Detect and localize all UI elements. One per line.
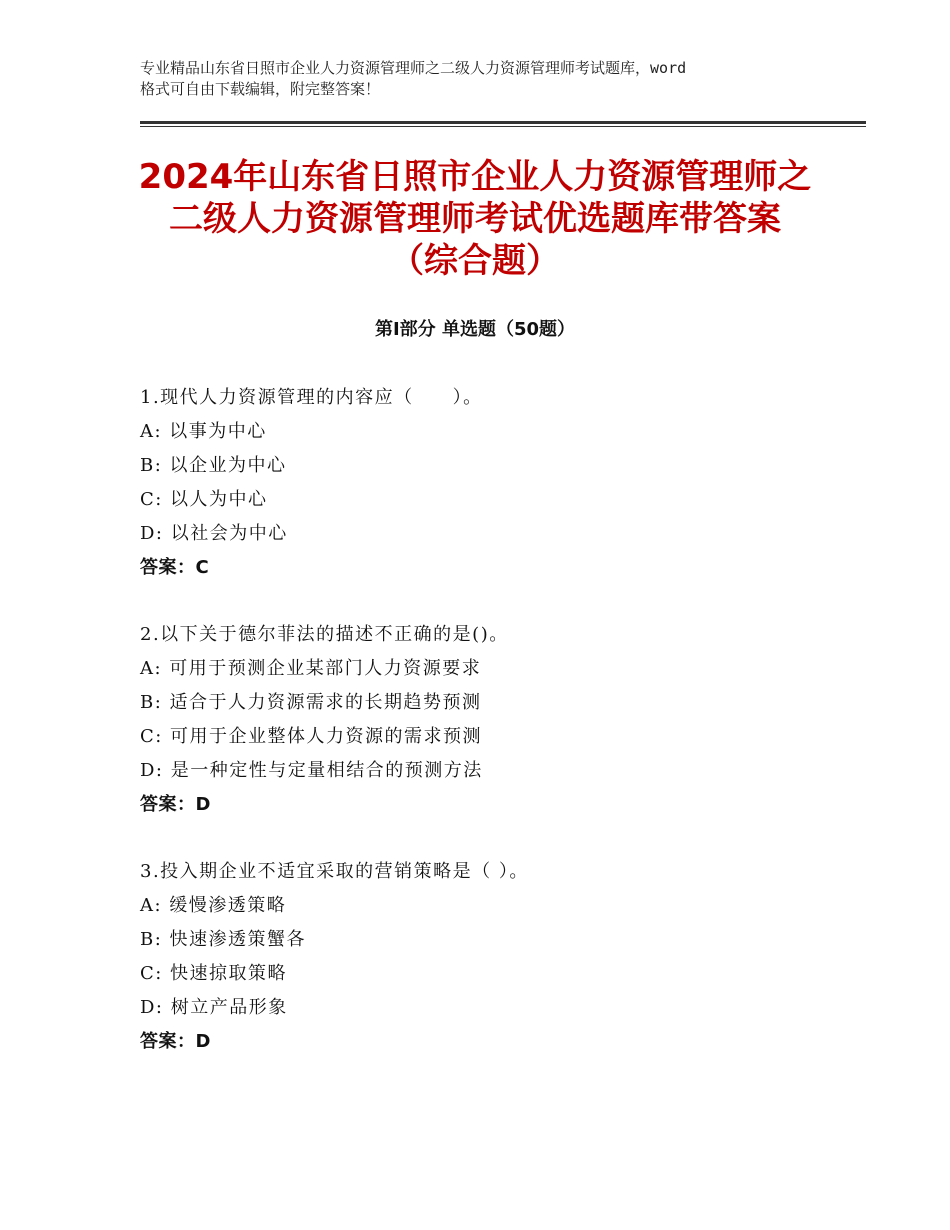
option-a: A: 可用于预测企业某部门人力资源要求: [140, 658, 482, 679]
header-divider-thin: [140, 126, 866, 127]
title-line-2: 二级人力资源管理师考试优选题库带答案: [169, 199, 781, 239]
header-note-line-1: 专业精品山东省日照市企业人力资源管理师之二级人力资源管理师考试题库，word: [140, 59, 687, 77]
answer-label: 答案：C: [140, 557, 210, 578]
question-stem: 2.以下关于德尔菲法的描述不正确的是()。: [140, 624, 509, 645]
option-b: B: 快速渗透策蟹各: [140, 929, 307, 950]
option-d: D: 树立产品形象: [140, 997, 288, 1018]
option-c: C: 可用于企业整体人力资源的需求预测: [140, 726, 483, 747]
option-c: C: 以人为中心: [140, 489, 268, 510]
option-a: A: 缓慢渗透策略: [140, 895, 287, 916]
option-d: D: 以社会为中心: [140, 523, 288, 544]
header-divider-thick: [140, 121, 866, 124]
answer-label: 答案：D: [140, 1031, 211, 1052]
option-c: C: 快速掠取策略: [140, 963, 288, 984]
document-title: [100, 156, 850, 282]
title-line-3: （综合题）: [390, 241, 560, 281]
question-list: [140, 381, 860, 1092]
answer-label: 答案：D: [140, 794, 211, 815]
title-line-1: 2024年山东省日照市企业人力资源管理师之: [138, 157, 812, 197]
option-a: A: 以事为中心: [140, 421, 267, 442]
section-heading: 第Ⅰ部分 单选题（50题）: [374, 319, 575, 340]
question-1: [140, 381, 860, 585]
header-note-line-2: 格式可自由下载编辑，附完整答案！: [140, 80, 381, 98]
option-d: D: 是一种定性与定量相结合的预测方法: [140, 760, 483, 781]
question-stem: 3.投入期企业不适宜采取的营销策略是（ ）。: [140, 861, 529, 882]
option-b: B: 以企业为中心: [140, 455, 287, 476]
question-2: [140, 618, 860, 822]
question-3: [140, 855, 860, 1059]
document-header-note: [140, 58, 840, 100]
question-stem: 1.现代人力资源管理的内容应（ ）。: [140, 387, 483, 408]
option-b: B: 适合于人力资源需求的长期趋势预测: [140, 692, 482, 713]
